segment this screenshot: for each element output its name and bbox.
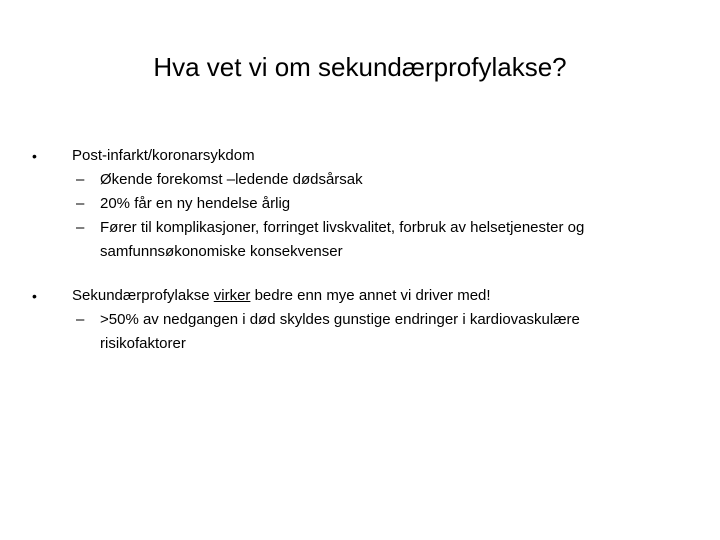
slide-title: Hva vet vi om sekundærprofylakse? [153,52,567,82]
bullet-marker: • [32,148,37,164]
sub-item [30,192,670,216]
sub-dash: – [76,311,85,328]
bullet-item [30,284,670,356]
sub-text: 20% får en ny hendelse årlig [100,195,291,212]
sub-item [30,308,670,356]
sub-item [30,168,670,192]
sub-text: Økende forekomst –ledende dødsårsak [100,171,363,188]
slide-body [30,144,670,376]
bullet-row [30,284,670,308]
bullet-text-before: Sekundærprofylakse [72,287,214,304]
sub-list [30,168,670,264]
bullet-text: Post-infarkt/koronarsykdom [72,147,255,164]
sub-list [30,308,670,356]
bullet-item [30,144,670,264]
bullet-marker: • [32,288,37,304]
bullet-text [72,284,491,308]
underlined-word: virker [213,287,251,304]
sub-text: Fører til komplikasjoner, forringet livskvalitet, forbruk av helsetjenester og samfunnsøkonomiske konsekvenser [100,219,585,260]
bullet-text-after: bedre enn mye annet vi driver med! [250,287,491,304]
sub-item [30,216,670,264]
bullet-row [30,144,670,168]
sub-dash: – [76,219,85,236]
sub-dash: – [76,195,85,212]
sub-text: >50% av nedgangen i død skyldes gunstige endringer i kardiovaskulære risikofaktorer [100,311,580,352]
sub-dash: – [76,171,85,188]
